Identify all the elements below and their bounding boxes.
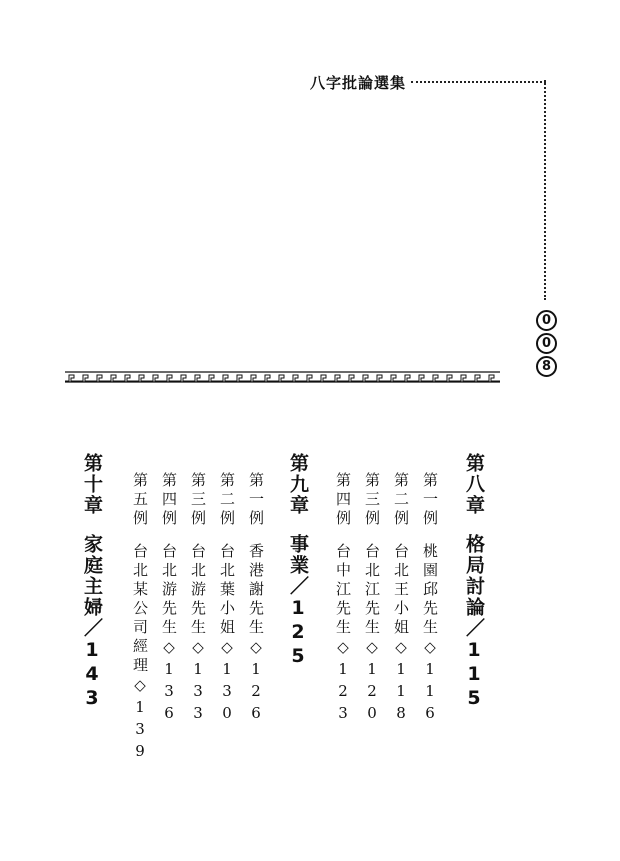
chapter-number: 第八章 — [463, 453, 485, 516]
chapter-10-heading — [80, 453, 104, 711]
example-entry: 台北游先生◇136 — [160, 543, 178, 726]
page-digit: 0 — [536, 310, 557, 331]
example-label: 第二例 — [392, 472, 410, 529]
page-number — [536, 310, 558, 379]
toc-example — [217, 472, 237, 726]
toc-example — [246, 472, 266, 726]
chain-border-right — [544, 80, 546, 300]
toc-example — [188, 472, 208, 726]
page-digit: 0 — [536, 333, 557, 354]
chapter-title: 事業／125 — [287, 534, 309, 669]
example-entry: 台中江先生◇123 — [334, 543, 352, 726]
example-label: 第一例 — [247, 472, 265, 529]
chain-border-top — [411, 81, 546, 83]
toc-example — [420, 472, 440, 726]
example-entry: 台北某公司經理◇139 — [131, 543, 149, 764]
page-digit: 8 — [536, 356, 557, 377]
example-entry: 台北江先生◇120 — [363, 543, 381, 726]
meander-divider — [65, 371, 500, 383]
chapter-9-heading — [286, 453, 310, 669]
example-label: 第四例 — [160, 472, 178, 529]
example-entry: 香港謝先生◇126 — [247, 543, 265, 726]
book-title: 八字批論選集 — [310, 74, 407, 92]
example-entry: 台北王小姐◇118 — [392, 543, 410, 726]
chapter-number: 第十章 — [81, 453, 103, 516]
example-label: 第二例 — [218, 472, 236, 529]
example-label: 第五例 — [131, 472, 149, 529]
example-label: 第一例 — [421, 472, 439, 529]
chapter-number: 第九章 — [287, 453, 309, 516]
example-entry: 台北葉小姐◇130 — [218, 543, 236, 726]
toc-example — [362, 472, 382, 726]
example-entry: 台北游先生◇133 — [189, 543, 207, 726]
example-label: 第四例 — [334, 472, 352, 529]
toc-example — [333, 472, 353, 726]
chapter-title: 家庭主婦／143 — [81, 534, 103, 711]
toc-example — [159, 472, 179, 726]
chapter-8-heading — [462, 453, 486, 711]
toc-example — [391, 472, 411, 726]
chapter-title: 格局討論／115 — [463, 534, 485, 711]
example-entry: 桃園邱先生◇116 — [421, 543, 439, 726]
example-label: 第三例 — [189, 472, 207, 529]
example-label: 第三例 — [363, 472, 381, 529]
toc-example — [130, 472, 150, 764]
